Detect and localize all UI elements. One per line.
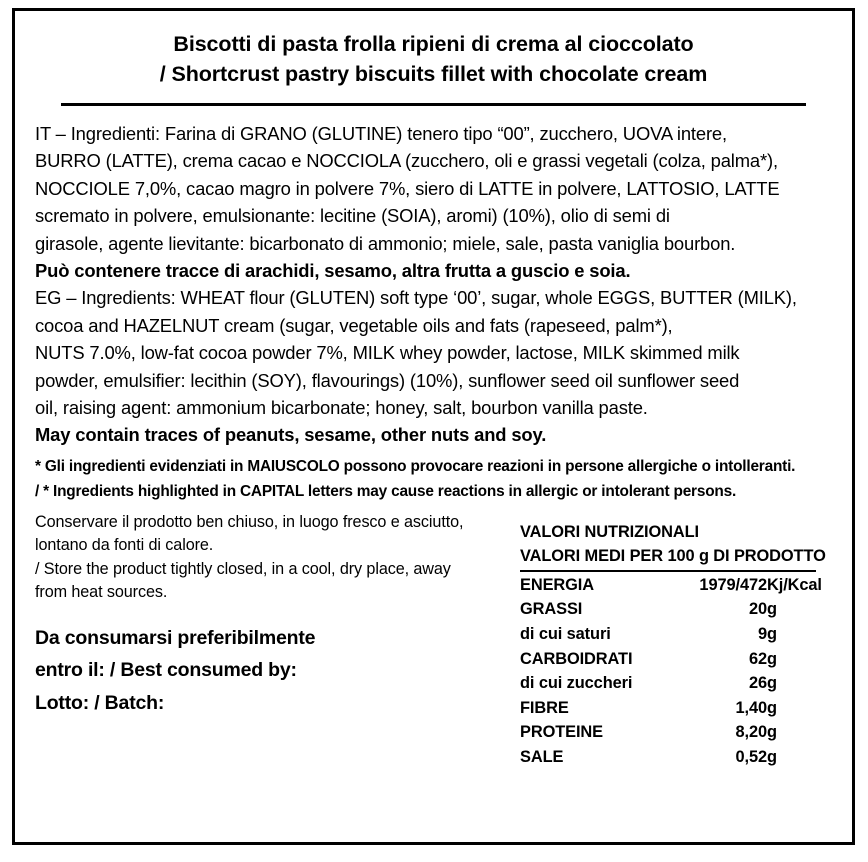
nutrition-row-value: 20 [748,600,767,619]
ingredients-italian-line: girasole, agente lievitante: bicarbonato di ammonio; miele, sale, pasta vaniglia bourbon. [35,232,736,254]
nutrition-row-name: ENERGIA [520,575,594,594]
best-before-block [35,622,505,720]
lower-section [35,511,832,771]
nutrition-row-value: 1979/472 [699,575,767,594]
nutrition-row-unit: g [767,723,777,742]
storage-line: / Store the product tightly closed, in a cool, dry place, away [35,559,451,578]
ingredients-english-line: NUTS 7.0%, low-fat cocoa powder 7%, MILK whey powder, lactose, MILK skimmed milk [35,342,740,364]
nutrition-table-block [520,520,825,770]
ingredients-italian-line: IT – Ingredienti: Farina di GRANO (GLUTINE) tenero tipo “00”, zucchero, UOVA intere, [35,123,727,144]
label-content [15,11,852,842]
nutrition-heading-primary: VALORI NUTRIZIONALI [520,522,699,541]
nutrition-row-unit: g [767,674,777,693]
nutrition-row-value: 9 [757,625,767,644]
allergen-note-english: / * Ingredients highlighted in CAPITAL letters may cause reactions in allergic or intolerant persons. [35,482,737,500]
ingredients-english-line: EG – Ingredients: WHEAT flour (GLUTEN) soft type ‘00’, sugar, whole EGGS, BUTTER (MILK), [35,287,797,309]
nutrition-row-value: 62 [748,649,767,668]
table-row [520,622,825,647]
ingredients-italian-line: scremato in polvere, emulsionante: lecitine (SOIA), aromi) (10%), olio di semi di [35,205,670,227]
allergen-note [35,454,832,504]
nutrition-row-unit: g [767,625,777,644]
table-row [520,597,825,622]
table-row [520,696,825,721]
batch-line: Lotto: / Batch: [35,691,165,714]
nutrition-row-name: CARBOIDRATI [520,649,633,668]
nutrition-row-unit: g [767,748,777,767]
nutrition-row-value: 1,40 [735,698,767,717]
nutrition-row-value: 8,20 [735,723,767,742]
nutrition-row-unit: g [767,600,777,619]
nutrition-row-name: PROTEINE [520,723,603,742]
storage-line: from heat sources. [35,583,168,602]
product-title [15,11,852,106]
nutrition-row-value: 0,52 [735,748,767,767]
table-row [520,573,825,598]
label-body [15,106,852,771]
allergen-note-italian: * Gli ingredienti evidenziati in MAIUSCOLO possono provocare reazioni in persone allergiche o intolleranti. [35,457,796,475]
nutrition-heading-secondary: VALORI MEDI PER 100 g DI PRODOTTO [520,547,826,566]
nutrition-table [520,573,825,770]
nutrition-row-name: di cui zuccheri [520,674,633,693]
storage-line: lontano da fonti di calore. [35,536,214,555]
ingredients-english [35,284,832,421]
nutrition-row-name: GRASSI [520,600,583,619]
nutrition-row-name: SALE [520,748,564,767]
nutrition-table-divider [520,570,816,572]
table-row [520,720,825,745]
product-label-frame [12,8,855,845]
ingredients-italian-line: BURRO (LATTE), crema cacao e NOCCIOLA (zucchero, oli e grassi vegetali (colza, palma*), [35,150,778,172]
product-title-english: / Shortcrust pastry biscuits fillet with chocolate cream [159,62,708,86]
storage-instructions [35,511,505,605]
nutrition-row-unit: g [767,698,777,717]
product-title-italian: Biscotti di pasta frolla ripieni di crema al cioccolato [173,32,694,56]
table-row [520,671,825,696]
traces-warning-italian: Può contenere tracce di arachidi, sesamo, altra frutta a guscio e soia. [35,260,631,282]
nutrition-row-unit: g [767,649,777,668]
lower-left-column [35,511,505,720]
nutrition-row-name: FIBRE [520,698,569,717]
best-before-line: Da consumarsi preferibilmente [35,626,316,649]
traces-warning-english: May contain traces of peanuts, sesame, other nuts and soy. [35,424,547,446]
ingredients-italian [35,120,832,257]
nutrition-row-name: di cui saturi [520,625,611,644]
ingredients-english-line: powder, emulsifier: lecithin (SOY), flavourings) (10%), sunflower seed oil sunflower seed [35,369,740,391]
ingredients-italian-line: NOCCIOLE 7,0%, cacao magro in polvere 7%, siero di LATTE in polvere, LATTOSIO, LATTE [35,177,780,199]
nutrition-row-unit: Kj/Kcal [767,575,822,594]
ingredients-english-line: oil, raising agent: ammonium bicarbonate; honey, salt, bourbon vanilla paste. [35,397,648,419]
storage-line: Conservare il prodotto ben chiuso, in luogo fresco e asciutto, [35,512,464,531]
table-row [520,647,825,672]
nutrition-table-body [520,573,825,770]
best-before-line: entro il: / Best consumed by: [35,659,297,682]
nutrition-row-value: 26 [748,674,767,693]
ingredients-english-line: cocoa and HAZELNUT cream (sugar, vegetable oils and fats (rapeseed, palm*), [35,314,673,336]
table-row [520,745,825,770]
